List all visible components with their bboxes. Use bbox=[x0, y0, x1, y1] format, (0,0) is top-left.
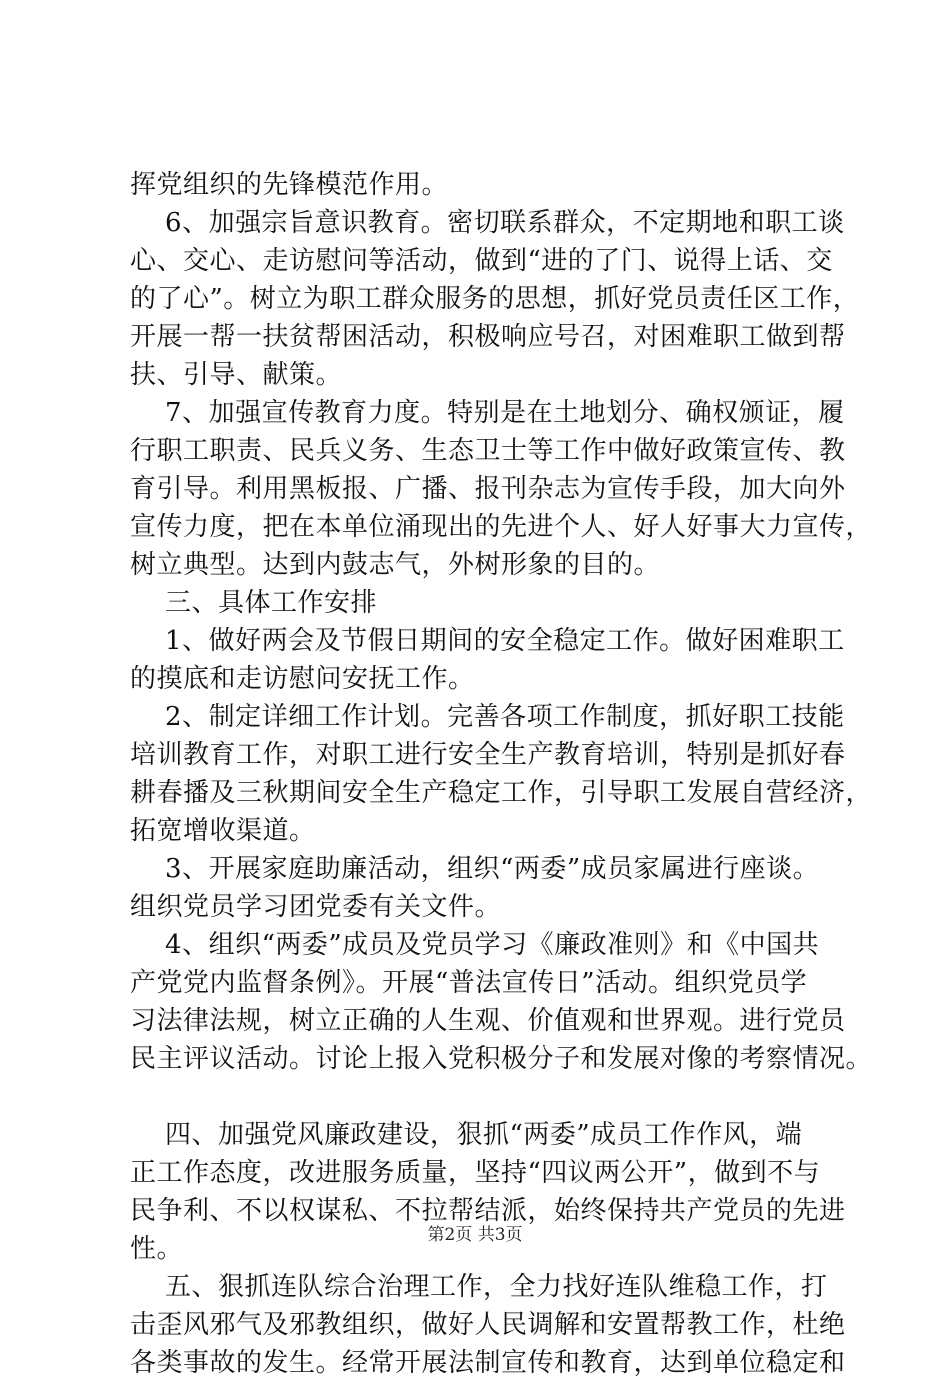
text-line: 四、加强党风廉政建设，狠抓“两委”成员工作作风，端 bbox=[130, 1120, 803, 1150]
text-line: 的了心”。树立为职工群众服务的思想，抓好党员责任区工作， bbox=[130, 284, 860, 314]
text-line: 扶、引导、献策。 bbox=[130, 360, 343, 390]
page-footer: 第2页 共3页 bbox=[427, 1225, 523, 1245]
text-line: 击歪风邪气及邪教组织，做好人民调解和安置帮教工作，杜绝 bbox=[130, 1310, 846, 1340]
text-line: 1、做好两会及节假日期间的安全稳定工作。做好困难职工 bbox=[130, 626, 845, 656]
document-body bbox=[130, 166, 873, 1382]
text-line: 耕春播及三秋期间安全生产稳定工作，引导职工发展自营经济， bbox=[130, 778, 873, 808]
text-line: 3、开展家庭助廉活动，组织“两委”成员家属进行座谈。 bbox=[130, 854, 820, 884]
text-line: 习法律法规，树立正确的人生观、价值观和世界观。进行党员 bbox=[130, 1006, 846, 1036]
text-line: 宣传力度，把在本单位涌现出的先进个人、好人好事大力宣传， bbox=[130, 512, 873, 542]
text-line: 6、加强宗旨意识教育。密切联系群众，不定期地和职工谈 bbox=[130, 208, 845, 238]
text-line: 育引导。利用黑板报、广播、报刊杂志为宣传手段，加大向外 bbox=[130, 474, 846, 504]
text-line: 五、狠抓连队综合治理工作，全力找好连队维稳工作，打 bbox=[130, 1272, 828, 1302]
text-line: 各类事故的发生。经常开展法制宣传和教育，达到单位稳定和 bbox=[130, 1348, 846, 1378]
text-line: 心、交心、走访慰问等活动，做到“进的了门、说得上话、交 bbox=[130, 246, 833, 276]
text-line: 正工作态度，改进服务质量，坚持“四议两公开”，做到不与 bbox=[130, 1158, 821, 1188]
text-line: 拓宽增收渠道。 bbox=[130, 816, 316, 846]
text-line: 的摸底和走访慰问安抚工作。 bbox=[130, 664, 475, 694]
text-line: 2、制定详细工作计划。完善各项工作制度，抓好职工技能 bbox=[130, 702, 845, 732]
text-line: 产党党内监督条例》。开展“普法宣传日”活动。组织党员学 bbox=[130, 968, 808, 998]
text-line: 三、具体工作安排 bbox=[130, 588, 378, 618]
text-line: 挥党组织的先锋模范作用。 bbox=[130, 170, 449, 200]
text-line: 树立典型。达到内鼓志气，外树形象的目的。 bbox=[130, 550, 661, 580]
text-line: 培训教育工作，对职工进行安全生产教育培训，特别是抓好春 bbox=[130, 740, 846, 770]
text-line: 民争利、不以权谋私、不拉帮结派，始终保持共产党员的先进 bbox=[130, 1196, 846, 1226]
text-line: 4、组织“两委”成员及党员学习《廉政准则》和《中国共 bbox=[130, 930, 820, 960]
text-line: 组织党员学习团党委有关文件。 bbox=[130, 892, 502, 922]
text-line: 民主评议活动。讨论上报入党积极分子和发展对像的考察情况。 bbox=[130, 1044, 873, 1074]
text-line: 行职工职责、民兵义务、生态卫士等工作中做好政策宣传、教 bbox=[130, 436, 846, 466]
text-line: 开展一帮一扶贫帮困活动，积极响应号召，对困难职工做到帮 bbox=[130, 322, 846, 352]
text-line: 7、加强宣传教育力度。特别是在土地划分、确权颁证，履 bbox=[130, 398, 845, 428]
blank-line bbox=[130, 1078, 860, 1116]
text-line: 性。 bbox=[130, 1234, 184, 1264]
